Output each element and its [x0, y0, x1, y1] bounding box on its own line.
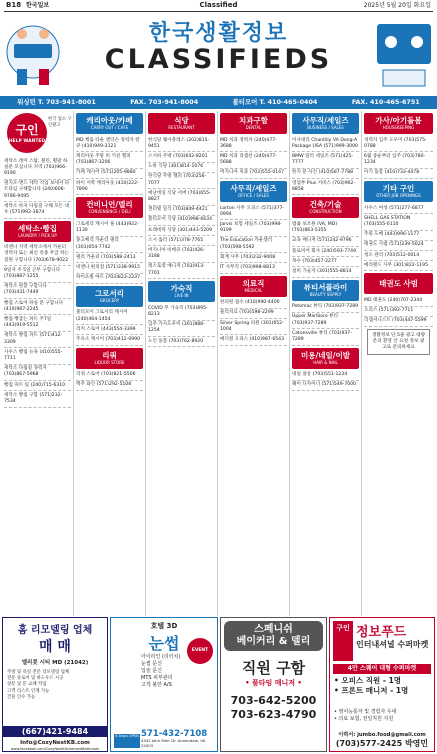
list-item: 고객 리스트 인계 가능	[7, 688, 50, 694]
help-wanted-circle: 구인 HELP WANTED	[7, 113, 47, 153]
section-name: Classified	[199, 1, 238, 9]
ad-title: 눈썹	[148, 634, 180, 653]
list-item[interactable]: 하이츠빌 마트 (703)823-2237	[76, 274, 143, 284]
masthead-left-graphic	[2, 14, 64, 96]
list-item: MTS 피부관리	[141, 675, 173, 681]
page-number: B18	[6, 1, 22, 9]
ad-location: 엘리콧 시티 MD (21042)	[21, 660, 89, 666]
list-item[interactable]: 태권도 사범 (571)239-5024	[364, 241, 433, 251]
category-carryout: 캐리아웃/카페 CARRY OUT / CAFE	[76, 113, 143, 134]
event-badge: EVENT	[187, 638, 213, 664]
list-item[interactable]: 비엔나 지역 세탁소에서 카운터 경력자 또는 최신 옥종 무급 하는 점원 구합니다 (703)678-9022	[4, 244, 71, 267]
list-item[interactable]: 캐리아웃 주말 비 키친 헬퍼 (703)867-3206	[76, 152, 143, 168]
ad-title: 정보푸드	[356, 625, 407, 640]
list-item[interactable]: 한식당 주방 헬퍼 (703)256-7077	[148, 173, 215, 189]
baltimore-fax: FAX. 410-465-6751	[351, 98, 420, 106]
list-item[interactable]: 맥주 와인 (571)292-5108	[76, 381, 143, 391]
category-other-jobs: 기타 구인 OTHER JOB OPENINGS	[364, 181, 433, 202]
category-hair-nail: 미용/네일/이발 HAIR & NAIL	[292, 348, 359, 369]
list-item[interactable]: 세탁소 바지 다림질 구해 모든 대우 (571)992-3874	[4, 202, 71, 218]
category-office-sales: 사무직/세일즈 OFFICE / SALES	[220, 181, 287, 202]
ad-phone[interactable]: 571-432-7108	[141, 729, 208, 739]
list-item: • 오피스 직원 - 1명	[334, 676, 402, 685]
list-item[interactable]: The Education 카운셀러 (703)598-5592	[220, 237, 287, 253]
list-item[interactable]: 9일자 주 5일 근무 구합니다 (703)887-1255	[4, 266, 71, 282]
ad-phone-list	[221, 694, 326, 722]
list-item[interactable]: 한의원 접수 (410)990-4400	[220, 299, 287, 309]
list-item[interactable]: 빵집 스토어 하실 분 구합니다 (410)987-2245	[4, 299, 71, 315]
list-item: 아이라인 (리터치)	[141, 654, 181, 660]
list-item[interactable]: 회계 사무 (703)232-9008	[220, 253, 287, 263]
ad-address: 4342 John Marr Dr. Annandale, VA 22003	[141, 738, 206, 748]
ad-feature-list	[7, 670, 103, 701]
list-item[interactable]: MD 캐롤 타운 앤더슨 경력자 칼큐 (410)949-3121	[76, 136, 143, 152]
masthead-title-korean: 한국생활정보	[148, 21, 289, 46]
list-item[interactable]: BMW 딜러 세일즈 (571)425-7777	[292, 152, 359, 168]
list-item[interactable]: 리쿼 스토어 (703)821-5506	[76, 371, 143, 381]
column-1	[2, 111, 74, 616]
list-item: 눈썹 문신	[141, 661, 162, 667]
ad-title: 직원 구함	[241, 659, 306, 677]
washington-fax: FAX. 703-941-8004	[130, 98, 199, 106]
category-restaurant: 식당 RESTAURANT	[148, 113, 215, 134]
ad-phone[interactable]: (667)421-9484	[3, 726, 107, 737]
list-item: 고객 불만 A/S	[141, 682, 172, 688]
list-item[interactable]: MD 치과 경력자 (240)477-3688	[220, 136, 287, 152]
list-item[interactable]: 하이 서쪽 캐리아웃 (410)222-7890	[76, 179, 143, 195]
list-item[interactable]: 세탁소 레이 스탑, 철린, 횡말 하실분 모십니다 지역 (703)966-9190	[4, 157, 71, 180]
issue-date: 2025년 5월 20일 화요일	[363, 2, 431, 9]
list-item[interactable]: 레스토랑 매니저 (703)913-7701	[148, 263, 215, 279]
help-wanted-badge	[4, 111, 71, 157]
list-item[interactable]: 그로세리 캐시어 풀 (443)922-1130	[76, 220, 143, 236]
list-item: • 의료 보험, 전일직원 지원	[334, 716, 394, 722]
list-item[interactable]: 볼티모어 그로서리 캐시어 (240)464-1454	[76, 309, 143, 325]
list-item[interactable]: 물리치료 (703)598-2299	[220, 309, 287, 319]
list-item[interactable]: 청소 관리 (703)512-0014	[364, 251, 433, 261]
list-item[interactable]: 빵집 빵굽는 파트 주7일 (443)919-5512	[4, 315, 71, 331]
list-item[interactable]: 비엔나 편의점 (571)338-9915	[76, 263, 143, 273]
list-item[interactable]: 프레데릭 식당 (301)443-5209	[148, 226, 215, 236]
list-item[interactable]: 옆지오-앤드 세탁 직업 보세서 파트타임 구해합니다 (240)606-9786-9495	[4, 180, 71, 203]
column-3	[146, 111, 218, 616]
category-business-sales: 사무직/세일즈 BUSINESS / SALES	[292, 113, 359, 134]
list-item[interactable]: 플로미어 회사 (240)593-7749	[292, 247, 359, 257]
list-item: 창문 및 문 교체 작업	[7, 682, 47, 688]
list-item[interactable]: 버지니아 치과 (703)555-0147	[220, 169, 287, 179]
list-item[interactable]: 목수 (703)457-2277	[292, 257, 359, 267]
help-wanted-note: 한국 업소 구인광고	[48, 117, 72, 128]
list-item[interactable]: 주유소 캐시어 (703)412-0990	[76, 335, 143, 345]
list-item[interactable]: 법률 보조원 (VA, MD) (703)863-5355	[292, 220, 359, 236]
classified-notice: 생활정보 단 5줄 광고 대량문의 환영 안 요청 정보 광고로 문의하세요	[367, 329, 430, 355]
list-item: 건물 인수 가능	[7, 694, 36, 700]
list-item: 전문 플로어 및 하드우드 시공	[7, 676, 64, 682]
list-item[interactable]: 메리랜드 사무 (301)822-1195	[364, 261, 433, 271]
list-item[interactable]: 노바 식당 (301)814-1076	[148, 163, 215, 173]
list-item[interactable]: 영업부 Plus 서비스 (703)962-8858	[292, 179, 359, 195]
classifieds-masthead	[0, 14, 437, 98]
list-item: 주방 및 욕실 전문 리모델링 업체	[7, 670, 70, 675]
eyebrow-tattoo-ad[interactable]	[110, 617, 218, 752]
classified-grid	[2, 111, 435, 616]
category-live-in: 가숙직 LIVE IN	[148, 281, 215, 302]
list-item[interactable]: 설비 기술자 (301)555-8814	[292, 267, 359, 277]
ad-phone[interactable]: 703-642-5200	[230, 694, 317, 707]
washington-phone[interactable]: 워싱턴 T. 703-941-8001	[17, 98, 96, 106]
supermarket-hiring-ad[interactable]	[329, 617, 435, 752]
ad-email[interactable]: Info@CozyNestKB.com	[20, 740, 90, 746]
category-housekeeping: 가사/아기돌봄 HOUSEKEEPING	[364, 113, 433, 134]
list-item[interactable]: 세탁소 빵집 파트 (571)412-3309	[4, 332, 71, 348]
list-item[interactable]: 스시 롤러 (571)378-7765	[148, 236, 215, 246]
list-item[interactable]: 메디컬 오피스 (410)987-6543	[220, 335, 287, 345]
list-item[interactable]: 아기 돌봄 (410)733-4478	[364, 169, 433, 179]
ad-heading: 호텔 3D	[150, 622, 178, 630]
list-item[interactable]: 세탁소 다림질 경력자 (703)867-5968	[4, 365, 71, 381]
list-item[interactable]: IT 사무직 (703)998-8813	[220, 263, 287, 273]
list-item[interactable]: 한식당 웨이츄레스 (202)815-9451	[148, 136, 215, 152]
list-item[interactable]: 스시바 주방 (703)642-8201	[148, 152, 215, 162]
column-6	[362, 111, 435, 616]
list-item[interactable]: 네일 살롱 (703)551-1234	[292, 371, 359, 381]
category-construction: 건축/기술 CONSTRUCTION	[292, 197, 359, 218]
ad-benefits	[334, 709, 396, 723]
list-item[interactable]: 사우스 여성 (571)277-6877	[364, 204, 433, 214]
category-taekwondo: 태권도 사범	[364, 273, 433, 294]
list-item[interactable]: Upper Marlboro 뷰티 (703)937-7289	[292, 313, 359, 329]
ad-service-list	[141, 654, 180, 689]
ad-url[interactable]: www.facebook.com/CozyNestKitchenandBathroom	[10, 747, 100, 751]
list-item[interactable]: 몽고메리 카운티 델리 (301)654-7742	[76, 237, 143, 253]
contact-bar	[0, 96, 437, 109]
category-beauty-supply: 뷰티서플라이 BEAUTY SUPPLY	[292, 280, 359, 301]
page-header-strip	[0, 0, 437, 11]
list-item[interactable]: 한지 분 사진 (410)587-7788	[292, 169, 359, 179]
list-item[interactable]: 버지니아 바베큐 (703)426-3188	[148, 246, 215, 262]
list-item: • 영어능통자 및 경험자 우대	[334, 709, 397, 715]
ad-heading: 스페니쉬 베이커리 & 델리	[224, 621, 323, 651]
display-ads-row	[2, 617, 435, 752]
bakery-deli-ad[interactable]	[220, 617, 327, 752]
list-item[interactable]: COVID 무 가숙직 (703)895-8213	[148, 304, 215, 320]
category-convenience: 컨비니언/델리 CONVENIENCE / DELI	[76, 197, 143, 218]
list-item[interactable]: 세탁소 원할 구합니다 (703)431-7449	[4, 283, 71, 299]
ad-banner: 4만 스퀘어 대형 수퍼마켓	[333, 664, 431, 674]
list-item[interactable]: 이사대리 Chantilly VA Dong-A Package USA (571)999-3000	[292, 136, 359, 152]
list-item[interactable]: 주류 도매 (443)996-1177	[364, 231, 433, 241]
list-item[interactable]: Silver Spring 의원 (301)652-1004	[220, 319, 287, 335]
ad-side-label: 구인	[333, 621, 353, 661]
category-laundry: 세탁소·빵집 LAUNDRY / PICK UP	[4, 221, 71, 242]
masthead-right-graphic	[373, 14, 435, 96]
list-item[interactable]: 입주 가사도우미 (301)888-1254	[148, 321, 215, 337]
list-item[interactable]: 델리 카운터 (703)588-2413	[76, 253, 143, 263]
list-item[interactable]: SHELL GAS STATION (703)555-0110	[364, 214, 433, 230]
list-item[interactable]: 센터빌 일식 (703)849-4421	[148, 206, 215, 216]
category-grocery: 그로서리 GROCERY	[76, 286, 143, 307]
list-item[interactable]: 오피스 (571)392-7711	[364, 307, 433, 317]
list-item[interactable]: 사우스 빵집 뉴욕 (410)555-7711	[4, 348, 71, 364]
list-item[interactable]: 6월 중순부터 입주 (703)780-1234	[364, 152, 433, 168]
list-item[interactable]: MD 치과 리셉션 (240)477-5688	[220, 152, 287, 168]
list-item[interactable]: 빵집 파트 및 (240)715-6310	[4, 381, 71, 391]
list-item[interactable]: 볼티모어 식당 (410)998-6634	[148, 216, 215, 226]
remodeling-sale-ad[interactable]	[2, 617, 108, 752]
baltimore-phone[interactable]: 볼티모어 T. 410-465-0404	[232, 98, 318, 106]
ad-phone[interactable]: (703)577-2425 박영민	[335, 739, 429, 748]
list-item[interactable]: Potomac 뷰티 (703)937-7289	[292, 303, 359, 313]
list-item[interactable]: 노인 돌봄 (703)762-8920	[148, 337, 215, 347]
masthead-title-english: CLASSIFIEDS	[104, 44, 333, 75]
list-item[interactable]: Lorton 사무 오피스 (571)377-0994	[220, 204, 287, 220]
ad-roles	[334, 676, 432, 696]
list-item[interactable]: MD 태권도 (240)707-2344	[364, 296, 433, 306]
ad-hours: 6 Days OPEN	[114, 734, 140, 748]
list-item: 입술 문신	[141, 668, 162, 674]
newspaper-logo: 한국일보	[26, 2, 50, 9]
column-4	[218, 111, 290, 616]
list-item: • 프론트 매니저 - 1명	[334, 686, 409, 695]
ad-position: • 풀타임 매니저 •	[245, 679, 302, 687]
list-item[interactable]: 경력자 입주 도우미 (703)575-0788	[364, 136, 433, 152]
ad-email[interactable]: 이력서: jumbo.food@gmail.com	[338, 732, 426, 738]
ad-phone[interactable]: 703-623-4790	[230, 708, 317, 721]
list-item[interactable]: Catonsville 뷰티 (703)937-7289	[292, 329, 359, 345]
list-item[interactable]: 교육 매니저 (571)242-9796	[292, 237, 359, 247]
column-2	[74, 111, 146, 616]
list-item[interactable]: 카페 캐시어 (571)205-9880	[76, 169, 143, 179]
ad-heading: 홈 리모델링 업체	[3, 618, 107, 636]
ad-subtitle: 인터내셔널 수퍼마켓	[356, 640, 429, 649]
list-item[interactable]: 헤어 디자이너 (571)549-7000	[292, 381, 359, 391]
header-rule	[4, 11, 433, 12]
list-item[interactable]: 세탁소 빵집 구합 (571)232-7534	[4, 391, 71, 407]
column-5	[290, 111, 362, 616]
ad-title: 매 매	[39, 639, 71, 655]
category-liquor: 리쿼 LIQUOR STORE	[76, 348, 143, 369]
list-item[interactable]: 리커 스토어 (443)554-3399	[76, 325, 143, 335]
list-item[interactable]: Jarvis 보험 세일즈 (703)998-9199	[220, 220, 287, 236]
list-item[interactable]: 리셉셔니스트 (703)447-5599	[364, 317, 433, 327]
list-item[interactable]: 애난데일 식당 서버 (703)655-8827	[148, 189, 215, 205]
category-medical: 의료직 MEDICAL	[220, 276, 287, 297]
category-dental: 치과구함 DENTAL	[220, 113, 287, 134]
